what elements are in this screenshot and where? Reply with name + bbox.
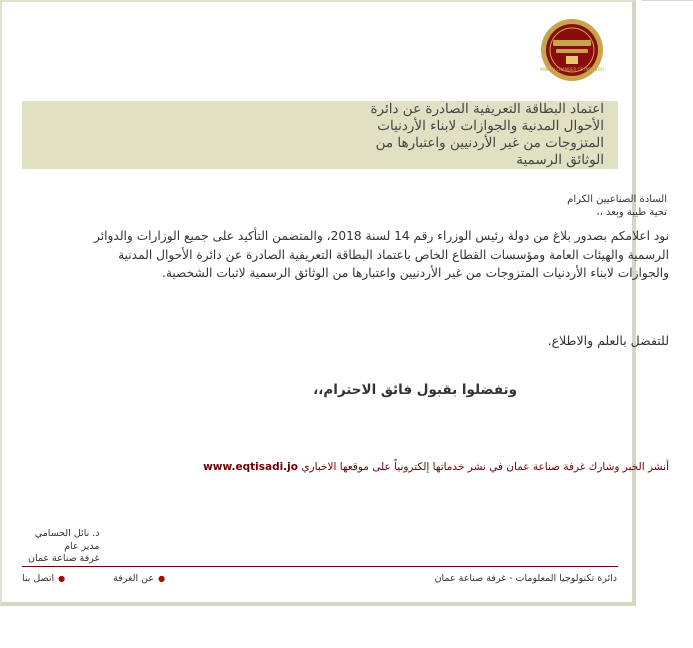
footer-contact-item[interactable] (22, 573, 65, 584)
signature-name: د. نائل الحسامي (34, 528, 100, 539)
signature (28, 528, 100, 566)
signature-role: مدير عام (64, 540, 100, 552)
body-paragraph: نود اعلامكم بصدور بلاغ من دولة رئيس الوزراء رقم 14 لسنة 2018، والمتضمن التأكيد على جميع الوزارات والدوائر الرسمية والهيئات العامة ومؤسسات القطاع الخاص باعتماد البطاقة التعريفية الصادرة عن دائرة الأحوال المدنية والجوازات لابناء الأردنيات المتزوجات من غير الأردنيين واعتبارها من الوثائق الرسمية لاثبات الشخصية. (94, 229, 669, 280)
share-text: أنشر الخبر وشارك غرفة صناعة عمان في نشر خدماتها إلكترونياً على موقعها الاخباري (301, 461, 669, 473)
greeting-line-2: تحية طيبة وبعد ،، (596, 207, 667, 218)
greeting (567, 193, 667, 219)
bullet-icon: ● (58, 574, 66, 583)
footer-divider (22, 566, 618, 567)
about-link[interactable]: عن الغرفة (113, 573, 155, 584)
closing-text: للتفضل بالعلم والاطلاع. (547, 333, 669, 348)
chamber-logo (540, 18, 604, 82)
signature-org: غرفة صناعة عمان (28, 553, 100, 564)
footer-about-item[interactable] (113, 573, 165, 584)
bullet-icon: ● (158, 574, 166, 583)
footer-department: دائرة تكنولوجيا المعلومات - غرفة صناعة عمان (434, 573, 617, 584)
footer-links (22, 573, 165, 584)
title-banner (22, 101, 618, 169)
news-site-link[interactable]: www.eqtisadi.jo (203, 461, 298, 473)
respect-text: وتفضلوا بقبول فائق الاحترام،، (313, 382, 517, 398)
share-line (203, 461, 669, 473)
greeting-line-1: السادة الصناعيين الكرام (567, 194, 667, 205)
svg-text:AMMAN CHAMBER OF INDUSTRY: AMMAN CHAMBER OF INDUSTRY (540, 67, 604, 72)
title: اعتماد البطاقة التعريفية الصادرة عن دائرة الأحوال المدنية والجوازات لابناء الأردنيات المتزوجات من غير الأردنيين واعتبارها من الوثائق الرسمية (370, 101, 604, 168)
divider-line (641, 0, 693, 1)
contact-link[interactable]: اتصل بنا (22, 573, 55, 584)
